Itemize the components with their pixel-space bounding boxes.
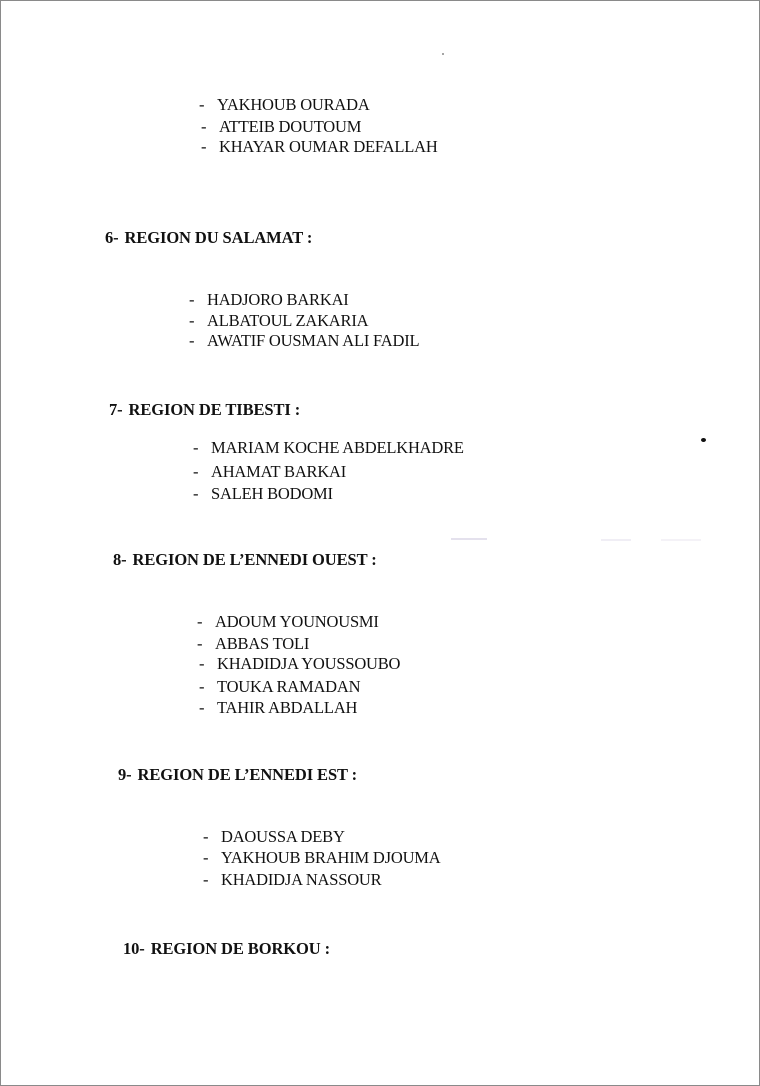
region-heading: 6- REGION DU SALAMAT :: [105, 228, 313, 247]
scan-speck: [442, 53, 444, 55]
list-item: - ALBATOUL ZAKARIA: [189, 311, 369, 330]
list-item: - ATTEIB DOUTOUM: [201, 117, 362, 136]
list-item: - ABBAS TOLI: [197, 634, 310, 653]
scan-smudge: [661, 539, 701, 541]
list-item: - MARIAM KOCHE ABDELKHADRE: [193, 438, 464, 457]
list-item: - AWATIF OUSMAN ALI FADIL: [189, 331, 420, 350]
list-item: - YAKHOUB BRAHIM DJOUMA: [203, 848, 441, 867]
list-item: - HADJORO BARKAI: [189, 290, 349, 309]
scan-speck: [701, 438, 706, 442]
region-heading: 7- REGION DE TIBESTI :: [109, 400, 301, 419]
list-item: - TAHIR ABDALLAH: [199, 698, 358, 717]
list-item: - ADOUM YOUNOUSMI: [197, 612, 379, 631]
region-heading: 9- REGION DE L’ENNEDI EST :: [118, 765, 358, 784]
scan-smudge: [601, 539, 631, 541]
list-item: - TOUKA RAMADAN: [199, 677, 361, 696]
list-item: - KHADIDJA YOUSSOUBO: [199, 654, 401, 673]
list-item: - YAKHOUB OURADA: [199, 95, 370, 114]
list-item: - AHAMAT BARKAI: [193, 462, 347, 481]
region-heading: 8- REGION DE L’ENNEDI OUEST :: [113, 550, 377, 569]
list-item: - DAOUSSA DEBY: [203, 827, 345, 846]
region-heading: 10- REGION DE BORKOU :: [123, 939, 330, 958]
scan-smudge: [451, 538, 487, 540]
list-item: - KHAYAR OUMAR DEFALLAH: [201, 137, 438, 156]
list-item: - KHADIDJA NASSOUR: [203, 870, 382, 889]
list-item: - SALEH BODOMI: [193, 484, 333, 503]
